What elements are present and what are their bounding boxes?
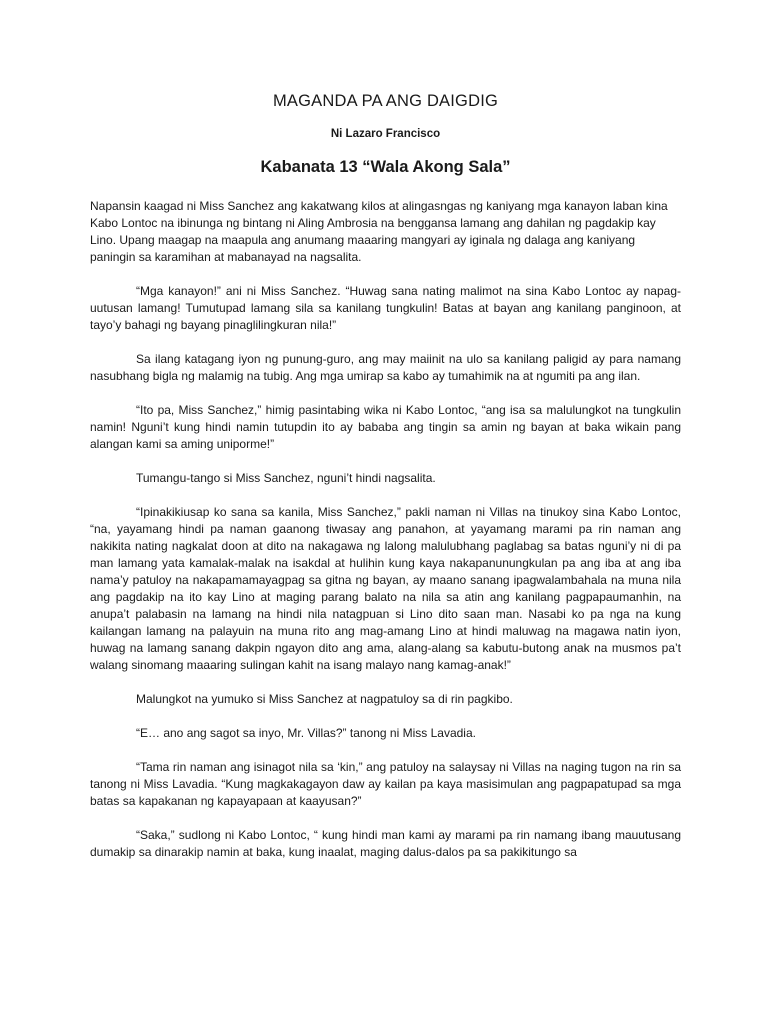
document-author: Ni Lazaro Francisco	[330, 128, 441, 140]
chapter-heading: Kabanata 13 “Wala Akong Sala”	[260, 158, 511, 176]
paragraph: Sa ilang katagang iyon ng punung-guro, ang may maiinit na ulo sa kanilang paligid ay para namang nasubhang bigla ng malamig na tubig. Ang mga umirap sa kabo ay tumahimik na at ngumiti pa ang ilan.	[90, 352, 681, 383]
paragraph: “E… ano ang sagot sa inyo, Mr. Villas?” tanong ni Miss Lavadia.	[136, 726, 476, 740]
paragraph: Napansin kaagad ni Miss Sanchez ang kakatwang kilos at alingasngas ng kaniyang mga kanayon laban kina Kabo Lontoc na ibinunga ng bintang ni Aling Ambrosia na benggansa lamang ang dahilan ng pagdakip kay Lino. Upang maagap na maapula ang anumang maaaring mangyari ay iginala ng dalaga ang kaniyang paningin sa karamihan at mabanayad na nagsalita.	[90, 199, 668, 264]
paragraph: “Saka,” sudlong ni Kabo Lontoc, “ kung hindi man kami ay marami pa rin namang ibang mauutusang dumakip sa dinarakip namin at baka, kung inaalat, maging dalus-dalos pa sa pakikitungo sa	[90, 828, 681, 859]
document-title: MAGANDA PA ANG DAIGDIG	[272, 92, 499, 110]
document-body	[90, 198, 681, 861]
paragraph: “Ito pa, Miss Sanchez,” himig pasintabing wika ni Kabo Lontoc, “ang isa sa malulungkot na tungkulin namin! Nguni’t kung hindi namin tutupdin ito ay bababa ang tingin sa amin ng bayan at baka wikain pang alangan kami sa aming uniporme!”	[90, 403, 681, 451]
paragraph: “Mga kanayon!” ani ni Miss Sanchez. “Huwag sana nating malimot na sina Kabo Lontoc ay napag-uutusan lamang! Tumutupad lamang sila sa kanilang tungkulin! Batas at bayan ang kanilang panginoon, at tayo’y bahagi ng bayang pinaglilingkuran nila!”	[90, 284, 681, 332]
paragraph: Malungkot na yumuko si Miss Sanchez at nagpatuloy sa di rin pagkibo.	[136, 692, 513, 706]
paragraph: “Tama rin naman ang isinagot nila sa ‘kin,” ang patuloy na salaysay ni Villas na naging tugon na rin sa tanong ni Miss Lavadia. “Kung magkakagayon daw ay kailan pa kaya masisimulan ang pagpapatupad sa mga batas sa kapakanan ng kapayapaan at kaayusan?”	[90, 760, 681, 808]
paragraph: “Ipinakikiusap ko sana sa kanila, Miss Sanchez,” pakli naman ni Villas na tinukoy sina Kabo Lontoc, “na, yayamang hindi pa naman gaanong tiwasay ang panahon, at yayamang marami pa rin naman ang nakikita nating nagkalat doon at dito na nakagawa ng lalong malulubhang paglabag sa batas nguni’y ni di pa man lamang yata kamalak-malak na isakdal at hulihin kung kaya nakapanunungkulan pa ang iba at ang iba nama’y patuloy na nakapamamayagpag sa gitna ng bayan, ay maano sanang ipagwalambahala na muna nila ang pagdakip na ito kay Lino at maging parang balato na nila sa atin ang kanilang pagpapaumanhin, na anupa’t palabasin na lamang na hindi nila natagpuan si Lino dito saan man. Nasabi ko pa nga na kung kailangan lamang na palayuin na muna rito ang mag-amang Lino at hindi maluwag na magawa natin iyon, huwag na lamang sanang dakpin ngayon dito ang ama, alang-alang sa kabutu-butong anak na musmos pa’t walang sinomang maaaring sulingan kahit na isang malayo nang kamag-anak!”	[90, 505, 681, 672]
paragraph: Tumangu-tango si Miss Sanchez, nguni’t hindi nagsalita.	[136, 471, 436, 485]
